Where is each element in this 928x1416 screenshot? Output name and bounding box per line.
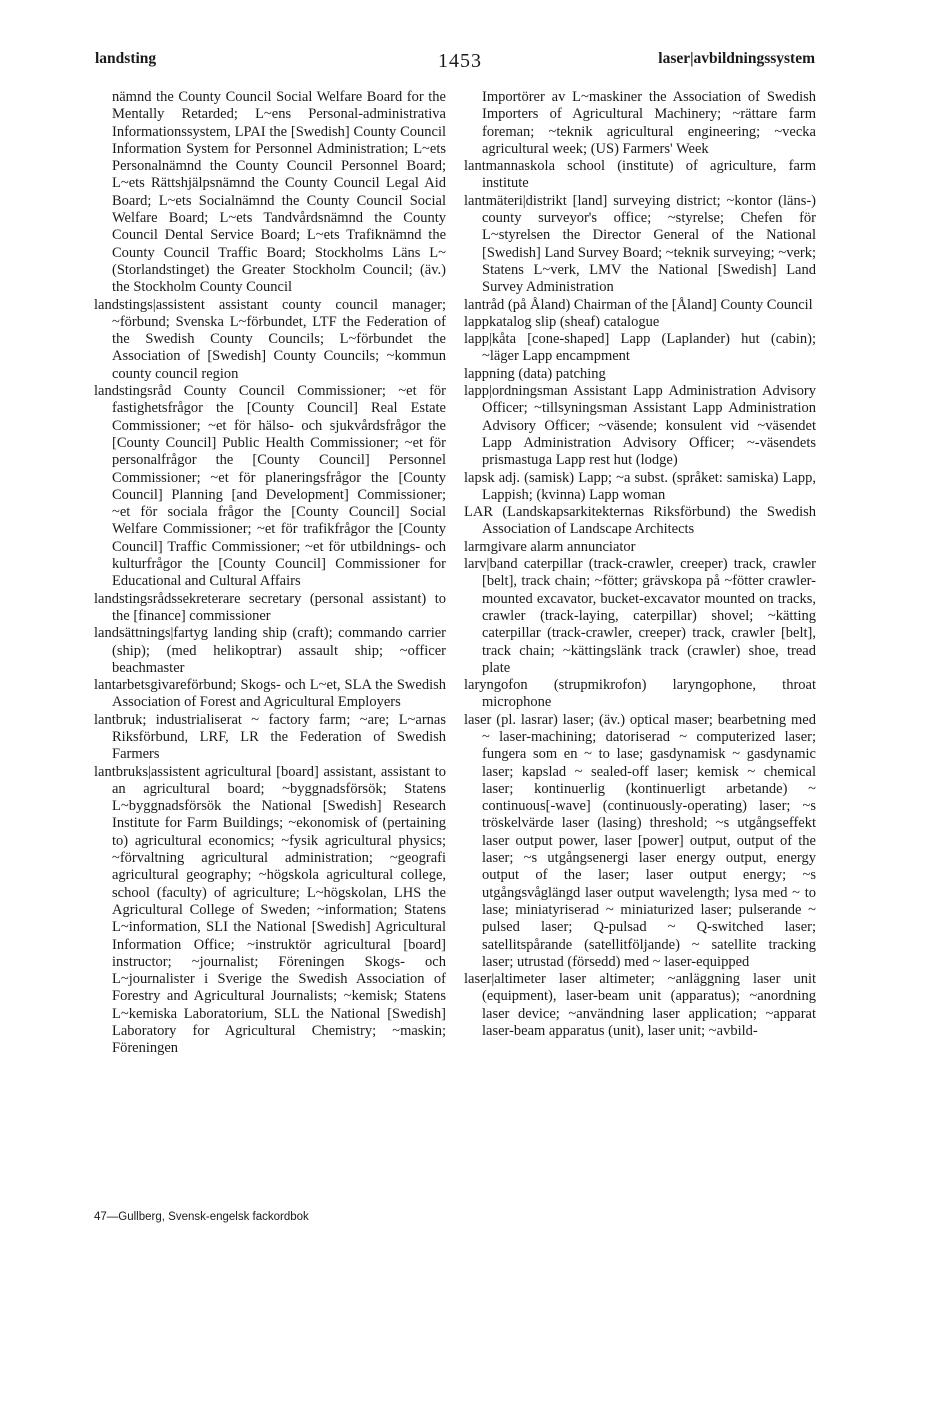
dictionary-entry: lapp|kåta [cone-shaped] Lapp (Laplander) hut (cabin); ~läger Lapp encampment — [464, 331, 816, 365]
dictionary-entry: lantråd (på Åland) Chairman of the [Åland] County Council — [464, 296, 813, 313]
dictionary-entry: lappning (data) patching — [464, 365, 606, 382]
dictionary-entry: nämnd the County Council Social Welfare Board for the Mentally Retarded; L~ens Personal-administrativa Informationssystem, LPAI the [Swedish] County Council Information System for Personnel Administration; L~ets Personalnämnd the County Council Personnel Board; L~ets Rättshjälpsnämnd the County Council Legal Aid Board; L~ets Socialnämnd the County Council Social Welfare Board; L~ets Tandvårdsnämnd the County Council Dental Service Board; L~ets Trafiknämnd the County Council Traffic Board; Stockholms Läns L~ (Storlandstinget) the Greater Stockholm Council; (äv.) the Stockholm County Council — [112, 89, 446, 296]
right-column — [464, 89, 816, 1040]
dictionary-entry: lantbruks|assistent agricultural [board] assistant, assistant to an agricultural board; ~byggnadsförsök; Statens L~byggnadsförsök the National [Swedish] Research Institute for Farm Buildings; ~ekonomisk of (pertaining to) agricultural economics; ~fysik agricultural physics; ~förvaltning agricultural administration; ~geografi agricultural geography; ~högskola agricultural college, school (faculty) of agriculture; L~högskolan, LHS the Agricultural College of Sweden; ~information; Statens L~information, SLI the National [Swedish] Agricultural Information Office; ~instruktör agricultural [board] instructor; ~journalist; Föreningen Skogs- och L~journalister i Sverige the Swedish Association of Forestry and Agricultural Journalists; ~kemisk; Statens L~kemiska Laboratorium, SLL the National [Swedish] Laboratory for Agricultural Chemistry; ~maskin; Föreningen — [94, 763, 446, 1057]
dictionary-entry: larv|band caterpillar (track-crawler, creeper) track, crawler [belt], track chain; ~fötter; grävskopa på ~fötter crawler-mounted excavator, bucket-excavator mounted on tracks, crawler (track-laying, caterpillar) shovel; ~kätting caterpillar (track-crawler, creeper) track, crawler [belt], track chain; ~kättingslänk track (crawler) shoe, tread plate — [464, 556, 816, 676]
dictionary-entry: lantbruk; industrialiserat ~ factory farm; ~are; L~arnas Riksförbund, LRF, LR the Federation of Swedish Farmers — [94, 711, 446, 763]
dictionary-entry: landsättnings|fartyg landing ship (craft); commando carrier (ship); (med helikoptrar) assault ship; ~officer beachmaster — [94, 625, 446, 676]
page-footer: 47—Gullberg, Svensk-engelsk fackordbok — [94, 1211, 309, 1223]
dictionary-entry: lantarbetsgivareförbund; Skogs- och L~et, SLA the Swedish Association of Forest and Agricultural Employers — [94, 677, 446, 711]
dictionary-entry: landstings|assistent assistant county council manager; ~förbund; Svenska L~förbundet, LTF the Federation of the Swedish County Councils; L~förbundet the Association of [Swedish] County Councils; ~kommun county council region — [94, 296, 446, 382]
running-head-left: landsting — [95, 50, 157, 67]
dictionary-entry: lantmäteri|distrikt [land] surveying district; ~kontor (läns-) county surveyor's office; ~styrelse; Chefen för L~styrelsen the Director General of the National [Swedish] Land Survey Board; ~teknik surveying; ~verk; Statens L~verk, LMV the National [Swedish] Land Survey Administration — [464, 192, 816, 296]
dictionary-entry: LAR (Landskapsarkitekternas Riksförbund) the Swedish Association of Landscape Architects — [464, 504, 816, 538]
dictionary-entry: lappkatalog slip (sheaf) catalogue — [464, 313, 660, 330]
dictionary-entry: laryngofon (strupmikrofon) laryngophone, throat microphone — [464, 677, 816, 711]
dictionary-entry: larmgivare alarm annunciator — [464, 538, 636, 555]
dictionary-entry: lapsk adj. (samisk) Lapp; ~a subst. (språket: samiska) Lapp, Lappish; (kvinna) Lapp woman — [464, 469, 816, 503]
dictionary-entry: Importörer av L~maskiner the Association of Swedish Importers of Agricultural Machinery; ~rättare farm foreman; ~teknik agricultural engineering; ~vecka agricultural week; (US) Farmers' Week — [482, 89, 816, 157]
dictionary-entry: laser (pl. lasrar) laser; (äv.) optical maser; bearbetning med ~ laser-machining; datoriserad ~ computerized laser; fungera som en ~ to lase; gasdynamisk ~ gasdynamic laser; kapslad ~ sealed-off laser; kemisk ~ chemical laser; kontinuerlig (kontinuerligt arbetande) ~ continuous[-wave] (continuously-operating) laser; ~s tröskelvärde laser (lasing) threshold; ~s utgångseffekt laser output power, laser [power] output, output of the laser; ~s utgångsenergi laser energy output, energy output of the laser; laser output energy; ~s utgångsvåglängd laser output wavelength; lysa med ~ to lase; miniatyriserad ~ miniaturized laser; pulserande ~ pulsed laser; Q-pulsad ~ Q-switched laser; satellitspårande (satellitföljande) ~ satellite tracking laser; utrustad (försedd) med ~ laser-equipped — [464, 711, 816, 970]
running-head-right: laser|avbildningssystem — [658, 50, 815, 67]
dictionary-entry: lantmannaskola school (institute) of agriculture, farm institute — [464, 158, 816, 192]
page-number: 1453 — [438, 50, 482, 72]
dictionary-entry: landstingsråd County Council Commissioner; ~et för fastighetsfrågor the [County Council] Real Estate Commissioner; ~et för hälso- och sjukvårdsfrågor the [County Council] Public Health Commissioner; ~et för personalfrågor the [County Council] Personnel Commissioner; ~et för planeringsfrågor the [County Council] Planning [and Development] Commissioner; ~et för sociala frågor the [County Council] Social Welfare Commissioner; ~et för trafikfrågor the [County Council] Traffic Commissioner; ~et för utbildnings- och kulturfrågor the [County Council] Commissioner for Educational and Cultural Affairs — [94, 383, 446, 590]
dictionary-entry: lapp|ordningsman Assistant Lapp Administration Advisory Officer; ~tillsyningsman Assistant Lapp Administration Advisory Officer; ~väsende; konsulent vid ~väsendet Lapp Administration Advisory Officer; ~-väsendets prismastuga Lapp rest hut (lodge) — [464, 383, 816, 469]
dictionary-entry: landstingsrådssekreterare secretary (personal assistant) to the [finance] commissioner — [94, 590, 446, 624]
left-column — [94, 89, 446, 1058]
dictionary-entry: laser|altimeter laser altimeter; ~anläggning laser unit (equipment), laser-beam unit (apparatus); ~anordning laser device; ~användning laser application; ~apparat laser-beam apparatus (unit), laser unit; ~avbild- — [464, 971, 816, 1040]
